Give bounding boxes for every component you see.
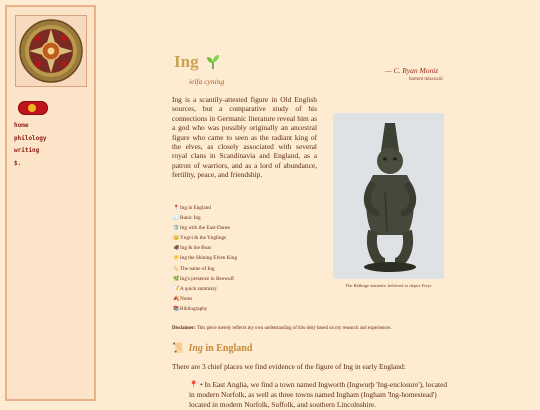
image-caption: The Rällinge statuette, believed to depict Freyr (345, 283, 432, 288)
section-title (172, 343, 252, 354)
toc-item-label: Ing's presence in Beowulf (180, 275, 234, 282)
shield-icon: 🛡️ (173, 226, 180, 232)
books-icon: 📚 (173, 306, 180, 312)
page-subtitle: ielfa cyning (189, 77, 225, 86)
toc-item-east-danes[interactable] (173, 223, 237, 233)
pin-icon: 📍 (173, 206, 180, 211)
tag-icon: 🏷️ (173, 266, 180, 272)
section-title-text (188, 343, 252, 354)
sprout-icon (205, 54, 221, 70)
nav-philology[interactable]: philology (14, 134, 47, 142)
toc-item-label: Bibliography (180, 305, 208, 312)
page-title (174, 52, 221, 72)
toc-item-label: A quick summary (180, 285, 217, 292)
disclaimer (172, 326, 392, 331)
memo-icon: 📝 (173, 286, 180, 292)
boar-icon: 🐗 (173, 246, 180, 252)
toc-item-runic-ing[interactable] (173, 213, 237, 223)
herb-icon: 🌿 (173, 276, 180, 282)
statuette-figure-icon (333, 113, 444, 279)
sun-icon: ☀️ (173, 256, 180, 262)
statuette-image (333, 113, 444, 279)
scroll-icon: 📜 (172, 343, 185, 354)
nav-money[interactable]: $. (14, 159, 22, 167)
toc-item-notes[interactable] (173, 294, 237, 304)
toc-item-label: Ing the Shining Elven King (180, 255, 238, 262)
toc-item-ing-in-england[interactable] (173, 203, 237, 213)
toc-item-label: Yngvi & the Ynglings (180, 235, 227, 242)
intro-paragraph: Ing is a scantily-attested figure in Old English sources, but a comparative study of his connections in Germanic literature reveal him as a god who was possibly originally an ancestral figure who came to seen as the radiant king of the elves, as closely associated with several royal clans in Scandinavia and England, as a patron of warriors, and as a lord of abundance, fertility, peace, and friendship. (172, 95, 317, 180)
toc-item-label: Ing in England (180, 205, 211, 211)
author-name: — C. Ryan Moniz (385, 66, 439, 75)
crown-icon: 👑 (173, 236, 180, 242)
scroll-icon: 🧾 (173, 216, 180, 222)
pin-icon: 📍 (189, 380, 199, 389)
toc-item-label: Runic Ing (180, 215, 201, 222)
disclaimer-label: Disclaimer: (172, 326, 196, 331)
toc-item-yngvi[interactable] (173, 233, 237, 243)
table-of-contents (173, 203, 237, 314)
toc-item-boar[interactable] (173, 243, 237, 253)
toc-item-name[interactable] (173, 264, 237, 274)
author-subline: barrent missxxiii (409, 77, 443, 82)
toc-item-label: Ing & the Boar (180, 245, 212, 252)
page-title-text: Ing (174, 52, 199, 71)
list-item-text: • In East Anglia, we find a town named Ingworth (Ingwurþ 'Ing-enclosure'), located in modern Norfolk, as well as three towns named Ingham (Ingham 'Ing-homestead') located in modern Norfolk, Suffolk, and southern Lincolnshire. (189, 380, 448, 409)
toc-item-label: Ing with the East-Danes (180, 225, 230, 232)
toc-item-bibliography[interactable] (173, 304, 237, 314)
toc-item-summary[interactable] (173, 284, 237, 294)
section-title-rest: in England (202, 343, 253, 354)
disclaimer-text: This piece merely reflects my own understanding of this deity based on my research and experiences. (196, 326, 392, 331)
section-intro: There are 3 chief places we find evidence of the figure of Ing in early England: (172, 362, 406, 371)
toc-item-beowulf[interactable] (173, 274, 237, 284)
toc-item-elven-king[interactable] (173, 253, 237, 263)
nav-writing[interactable]: writing (14, 147, 40, 154)
toc-item-label: The name of Ing (180, 265, 215, 272)
list-item (189, 380, 451, 410)
nav-home[interactable]: home (14, 122, 29, 129)
section-title-italic: Ing (188, 343, 203, 354)
toc-item-label: Notes (180, 295, 193, 302)
leaf-icon: 🍂 (173, 296, 180, 302)
